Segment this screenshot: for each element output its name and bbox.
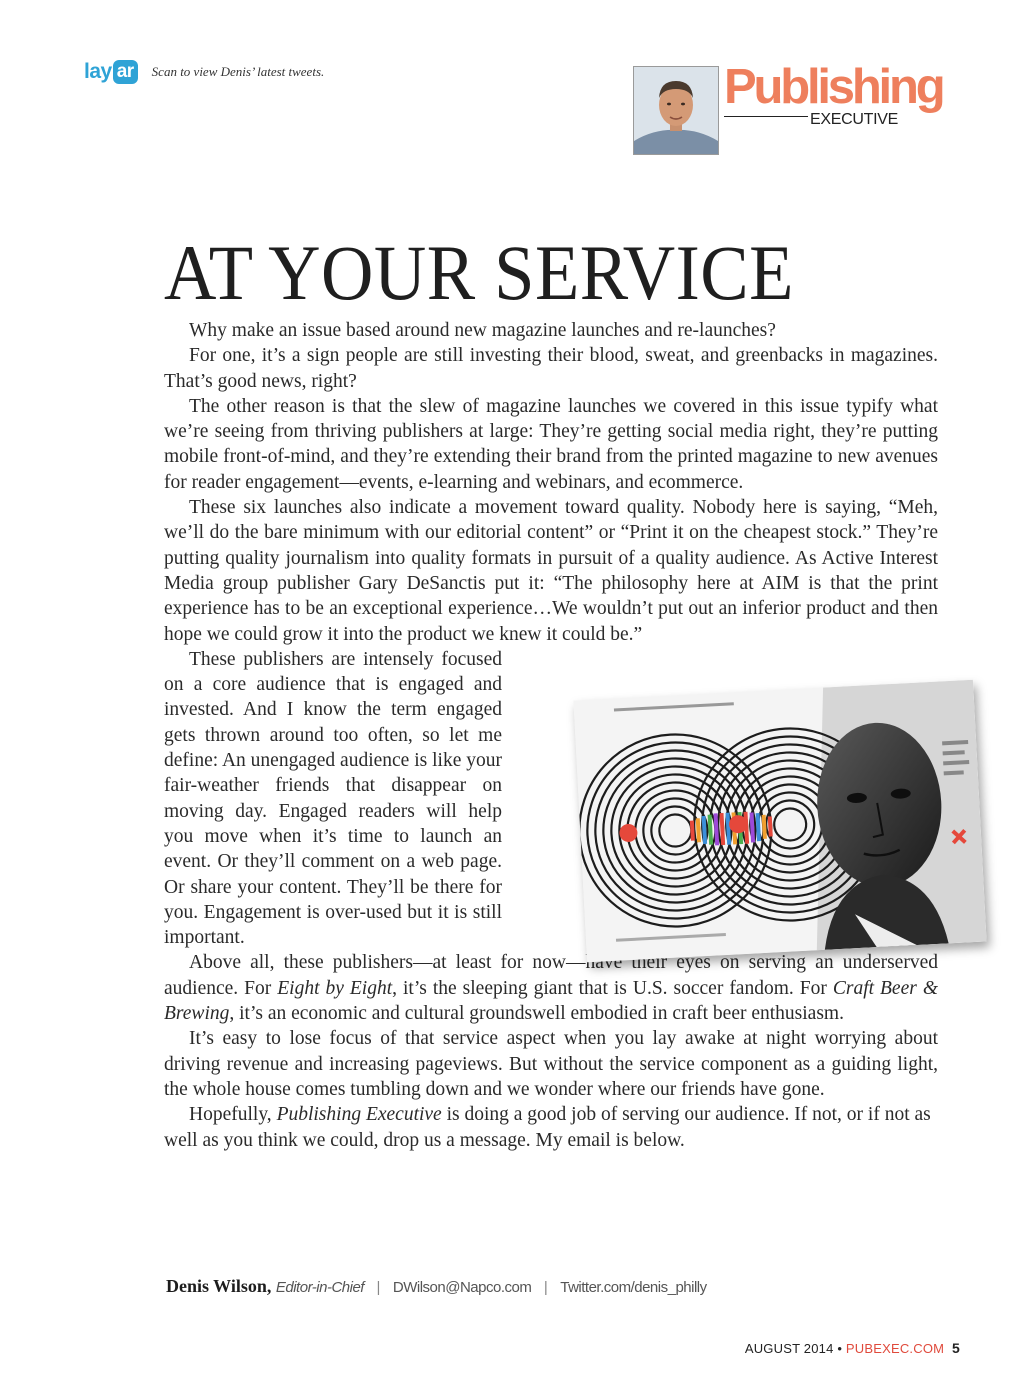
article-paragraph <box>164 950 938 1026</box>
layar-logo-badge: ar <box>113 60 138 84</box>
layar-scan-prompt <box>84 60 324 84</box>
publishing-executive-logo <box>724 56 950 132</box>
article-paragraph: For one, it’s a sign people are still investing their blood, sweat, and greenbacks in magazines. That’s good news, right? <box>164 345 938 392</box>
layar-caption: Scan to view Denis’ latest tweets. <box>151 64 325 79</box>
layar-logo[interactable] <box>84 60 138 84</box>
author-photo <box>633 66 719 155</box>
layar-logo-text: lay <box>84 60 112 83</box>
p6-text: Above all, these publishers—at least for now—have their eyes on serving an underserved audience. For <box>164 952 938 999</box>
brand-subtitle: EXECUTIVE <box>810 111 898 128</box>
byline-separator: | <box>543 1279 548 1296</box>
article-paragraph: The other reason is that the slew of magazine launches we covered in this issue typify what we’re seeing from thriving publishers at large: They’re getting social media right, they’re putting mobile front-of-mind, and they’re extending their brand from the printed magazine to new avenues for reader engagement—events, e-learning and webinars, and ecommerce. <box>164 395 938 493</box>
author-twitter-link[interactable]: Twitter.com/denis_philly <box>560 1279 707 1296</box>
folio-bullet: • <box>837 1341 843 1356</box>
magazine-title-craft-beer: Craft Beer & Brewing <box>164 977 938 1025</box>
article-paragraph: It’s easy to lose focus of that service aspect when you lay awake at night worrying about driving revenue and increasing pageviews. But without the service component as a guiding light, the whole house comes tumbling down and we wonder where our friends have gone. <box>164 1028 938 1100</box>
article-paragraph: Why make an issue based around new magazine launches and re-launches? <box>189 320 776 341</box>
magazine-title-publishing-executive: Publishing Executive <box>276 1104 442 1126</box>
author-name: Denis Wilson, <box>166 1276 272 1296</box>
p8-text: Hopefully, <box>189 1104 277 1126</box>
page-title: AT YOUR SERVICE <box>164 229 794 316</box>
magazine-title-eight-by-eight: Eight by Eight <box>277 977 393 999</box>
p8-text: is doing a good job of serving our audience. If not, or if not as well as you think we could, drop us a message. My email is below. <box>164 1104 931 1151</box>
byline-separator: | <box>376 1279 381 1296</box>
magazine-spread-image <box>573 680 986 963</box>
page-folio <box>745 1340 960 1356</box>
brand-rule <box>724 116 808 117</box>
article-paragraph <box>164 1102 938 1153</box>
issue-date: AUGUST 2014 <box>744 1341 834 1356</box>
article-paragraph: These six launches also indicate a movement toward quality. Nobody here is saying, “Meh, we’ll do the bare minimum with our editorial content” or “Print it on the cheapest stock.” They’re putting quality journalism into quality formats in pursuit of a quality audience. As Active Interest Media group publisher Gary DeSanctis put it: “The philosophy here at AIM is that the print experience has to be an exceptional experience…We wouldn’t put out an inferior product and then hope we could grow it into the product we knew it could be.” <box>164 497 938 645</box>
byline <box>166 1276 707 1297</box>
p6-text: , it’s an economic and cultural groundswell embodied in craft beer enthusiasm. <box>229 1003 844 1025</box>
brand-name: Publishing <box>724 60 943 114</box>
article-paragraph: These publishers are intensely focused on a core audience that is engaged and invested. And I know the term engaged gets thrown around too often, so let me define: An unengaged audience is like your fair-weather friends that disappear on moving day. Engaged readers will help you move when it’s time to launch an event. Or they’ll comment on a web page. Or share your content. They’ll be there for you. Engagement is over-used but it is still important. <box>164 648 502 949</box>
page-number: 5 <box>952 1340 960 1356</box>
p6-text: , it’s the sleeping giant that is U.S. soccer fandom. For <box>392 977 833 999</box>
site-link[interactable]: PUBEXEC.COM <box>845 1341 945 1356</box>
author-title: Editor-in-Chief <box>275 1279 364 1296</box>
author-email-link[interactable]: DWilson@Napco.com <box>392 1279 532 1296</box>
